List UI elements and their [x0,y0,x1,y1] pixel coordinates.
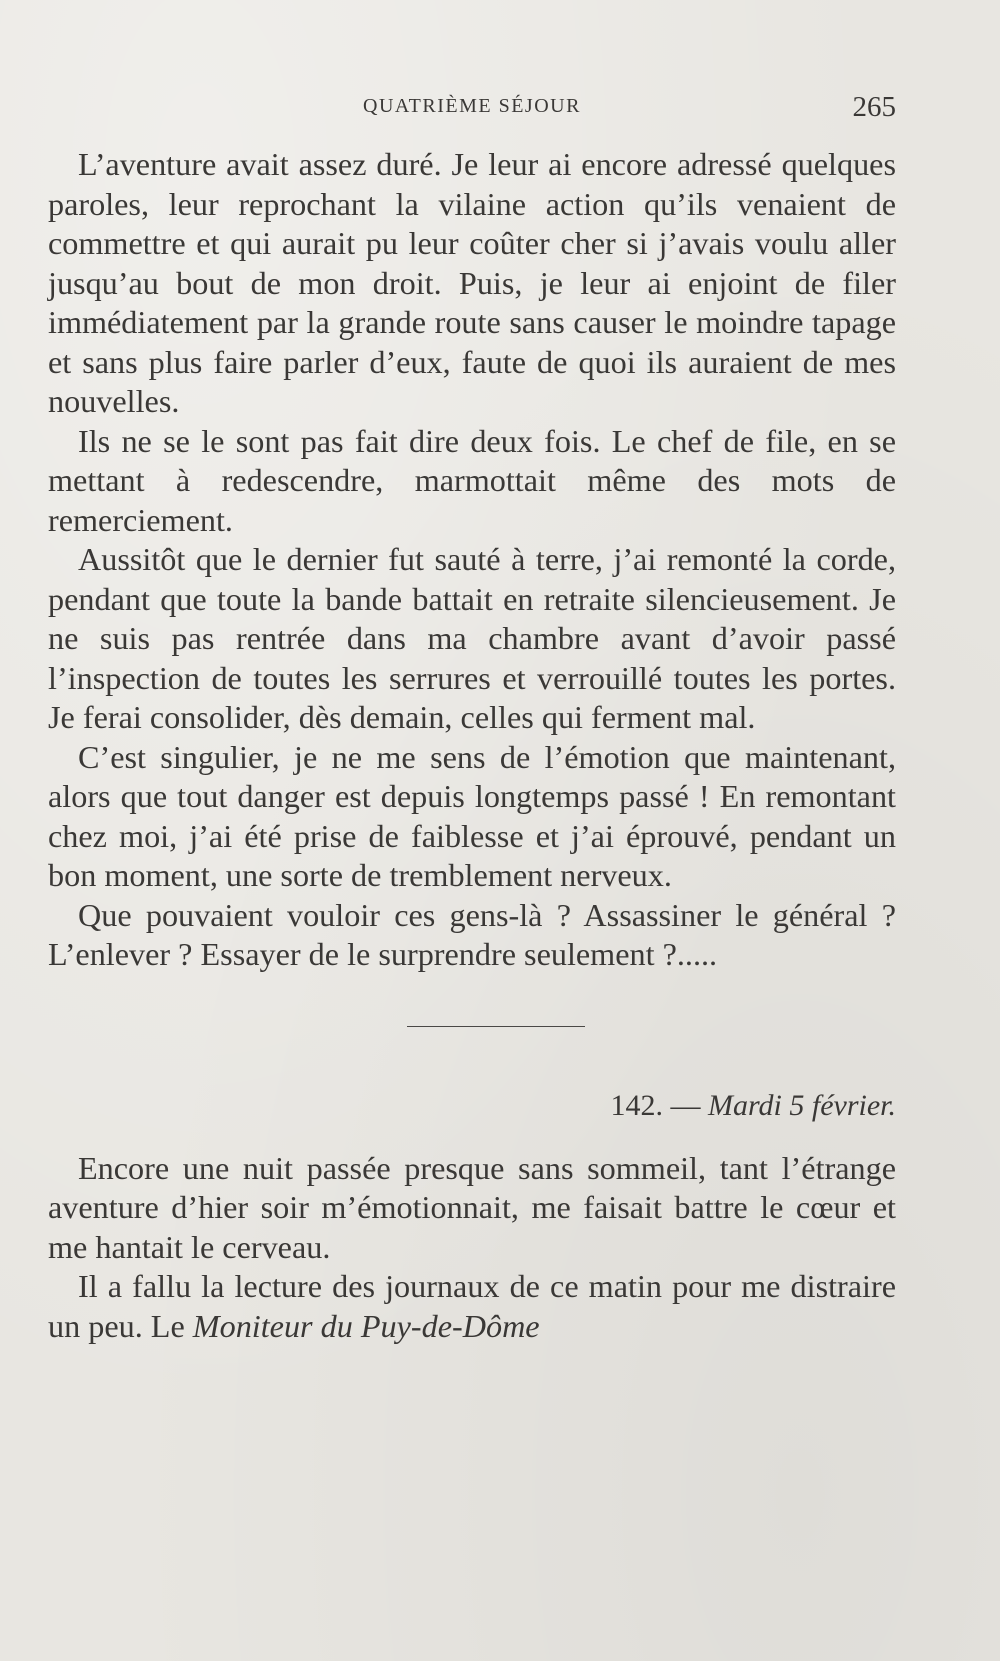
paragraph: Encore une nuit passée presque sans sommeil, tant l’étrange aventure d’hier soir m’émotionnait, me faisait battre le cœur et me hantait le cerveau. [48,1149,896,1265]
diary-entry-heading [48,1089,896,1123]
body-text-after [48,1149,896,1347]
entry-date: Mardi 5 février. [707,1088,896,1122]
running-title: QUATRIÈME SÉJOUR [363,95,581,117]
paragraph: C’est singulier, je ne me sens de l’émotion que maintenant, alors que tout danger est depuis longtemps passé ! En remontant chez moi, j’ai été prise de faiblesse et j’ai éprouvé, pendant un bon moment, une sorte de tremblement nerveux. [48,738,896,893]
section-separator [407,1026,585,1027]
newspaper-title: Moniteur du Puy-de-Dôme [192,1307,540,1344]
paragraph: Aussitôt que le dernier fut sauté à terre, j’ai remonté la corde, pendant que toute la bande battait en retraite silencieusement. Je ne suis pas rentrée dans ma chambre avant d’avoir passé l’inspection de toutes les serrures et verrouillé toutes les portes. Je ferai consolider, dès demain, celles qui ferment mal. [48,541,896,735]
running-head [48,91,896,129]
paragraph: Que pouvaient vouloir ces gens-là ? Assassiner le général ? L’enlever ? Essayer de le surprendre seulement ?..... [48,896,896,972]
page-number: 265 [852,91,896,123]
paragraph: L’aventure avait assez duré. Je leur ai encore adressé quelques paroles, leur reprochant la vilaine action qu’ils venaient de commettre et qui aurait pu leur coûter cher si j’avais voulu aller jusqu’au bout de mon droit. Puis, je leur ai enjoint de filer immédiatement par la grande route sans causer le moindre tapage et sans plus faire parler d’eux, faute de quoi ils auraient de mes nouvelles. [48,146,896,419]
paragraph: Ils ne se le sont pas fait dire deux fois. Le chef de file, en se mettant à redescendre, marmottait même des mots de remerciement. [48,422,896,538]
body-text-before [48,145,896,975]
entry-number: 142. — [610,1088,708,1122]
paragraph-text: Il a fallu la lecture des journaux de ce matin pour me distraire un peu. Le [48,1268,896,1344]
paragraph [48,1267,896,1346]
